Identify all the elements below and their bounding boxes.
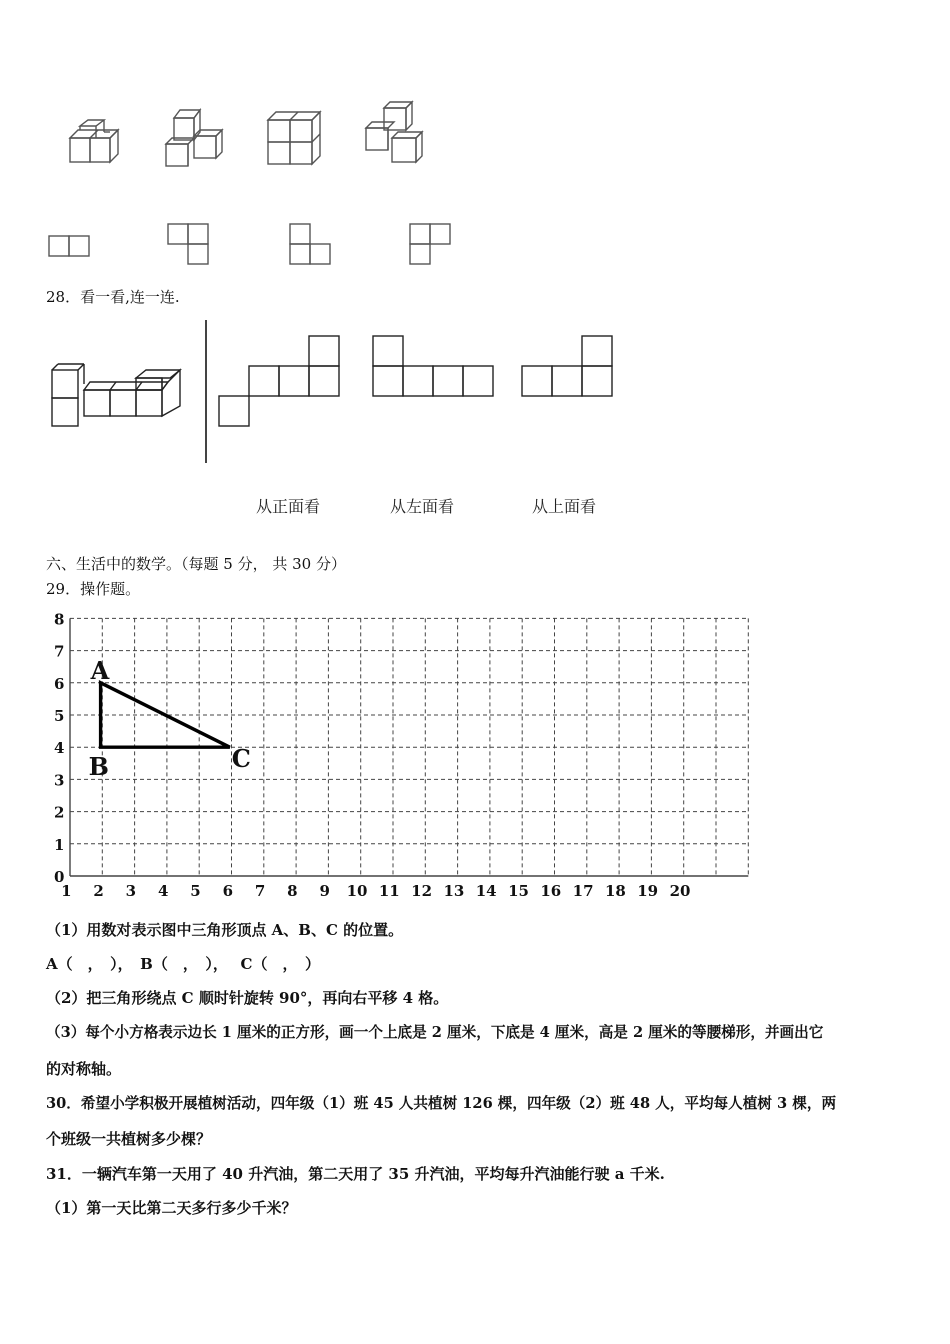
view-figure-d: [408, 222, 452, 268]
view-label-front: 从正面看: [256, 497, 321, 516]
x-axis-tick-label: 9: [319, 882, 330, 900]
y-axis-tick-label: 4: [54, 739, 65, 758]
q28-left-view: [372, 335, 496, 399]
view-label-left: 从左面看: [390, 497, 455, 516]
q30-line1: 30．希望小学积极开展植树活动，四年级（1）班 45 人共植树 126 棵，四年级（2）班 48 人，平均每人植树 3 棵，两: [46, 1095, 837, 1112]
x-axis-tick-label: 5: [190, 882, 201, 900]
solid-figure-4: [356, 98, 428, 166]
q28-solid-figure: [48, 364, 188, 430]
q31-part1: （1）第一天比第二天多行多少千米？: [46, 1199, 297, 1217]
y-axis-tick-label: 5: [54, 707, 65, 725]
q28-top-view: [521, 335, 615, 399]
x-axis-tick-label: 13: [443, 882, 465, 900]
vertex-label-b: B: [88, 752, 109, 782]
view-figure-c: [288, 222, 332, 268]
q29-title: 29．操作题。: [46, 580, 141, 598]
view-label-top: 从上面看: [532, 497, 597, 516]
x-axis-tick-label: 10: [346, 882, 368, 900]
vertex-label-a: A: [90, 655, 110, 685]
x-axis-tick-label: 20: [669, 882, 691, 900]
x-axis-tick-label: 18: [604, 882, 626, 900]
q29-part3-line2: 的对称轴。: [46, 1060, 122, 1078]
q30-line2: 个班级一共植树多少棵？: [46, 1130, 212, 1148]
x-axis-tick-label: 8: [287, 882, 298, 900]
x-axis-tick-label: 16: [540, 882, 562, 900]
x-axis-tick-label: 17: [572, 882, 594, 900]
solid-figure-2: [160, 106, 230, 168]
x-axis-tick-label: 4: [157, 882, 169, 900]
y-axis-tick-label: 7: [54, 642, 65, 661]
view-figure-a: [48, 234, 92, 258]
coordinate-grid: [40, 612, 740, 904]
q28-divider: [205, 320, 207, 463]
x-axis-tick-label: 14: [475, 882, 497, 900]
y-axis-tick-label: 2: [54, 803, 65, 822]
x-axis-tick-label: 12: [411, 882, 433, 900]
section-6-heading: 六、生活中的数学。（每题 5 分， 共 30 分）: [46, 555, 346, 573]
x-axis-tick-label: 7: [254, 882, 266, 900]
solid-figure-3: [262, 108, 324, 168]
q28-title: 28．看一看,连一连.: [46, 288, 180, 306]
x-axis-tick-label: 2: [93, 882, 104, 900]
x-axis-tick-label: 3: [125, 882, 137, 900]
y-axis-tick-label: 1: [54, 835, 65, 854]
y-axis-tick-label: 6: [54, 674, 65, 693]
y-axis-tick-label: 0: [54, 868, 65, 886]
x-axis-tick-label: 19: [637, 882, 659, 900]
x-axis-tick-label: 11: [378, 882, 400, 900]
q28-front-view: [218, 335, 342, 429]
vertex-label-c: C: [231, 744, 251, 774]
x-axis-tick-label: 6: [222, 882, 234, 900]
view-figure-b: [166, 222, 210, 268]
y-axis-tick-label: 8: [54, 610, 65, 629]
solid-figure-1: [60, 118, 130, 168]
q31-line1: 31．一辆汽车第一天用了 40 升汽油，第二天用了 35 升汽油，平均每升汽油能行驶 a 千米.: [46, 1165, 665, 1183]
q29-part1: （1）用数对表示图中三角形顶点 A、B、C 的位置。: [46, 921, 404, 939]
x-axis-tick-label: 15: [508, 882, 529, 900]
q29-part2: （2）把三角形绕点 C 顺时针旋转 90°，再向右平移 4 格。: [46, 989, 449, 1007]
y-axis-tick-label: 3: [54, 771, 65, 790]
x-axis-tick-label: 1: [61, 882, 72, 900]
q29-part3-line1: （3）每个小方格表示边长 1 厘米的正方形，画一个上底是 2 厘米，下底是 4 厘米，高是 2 厘米的等腰梯形，并画出它: [46, 1024, 824, 1041]
q29-part1-answer: A（ ， ）， B（ ， ）， C（ ， ）: [46, 955, 320, 973]
